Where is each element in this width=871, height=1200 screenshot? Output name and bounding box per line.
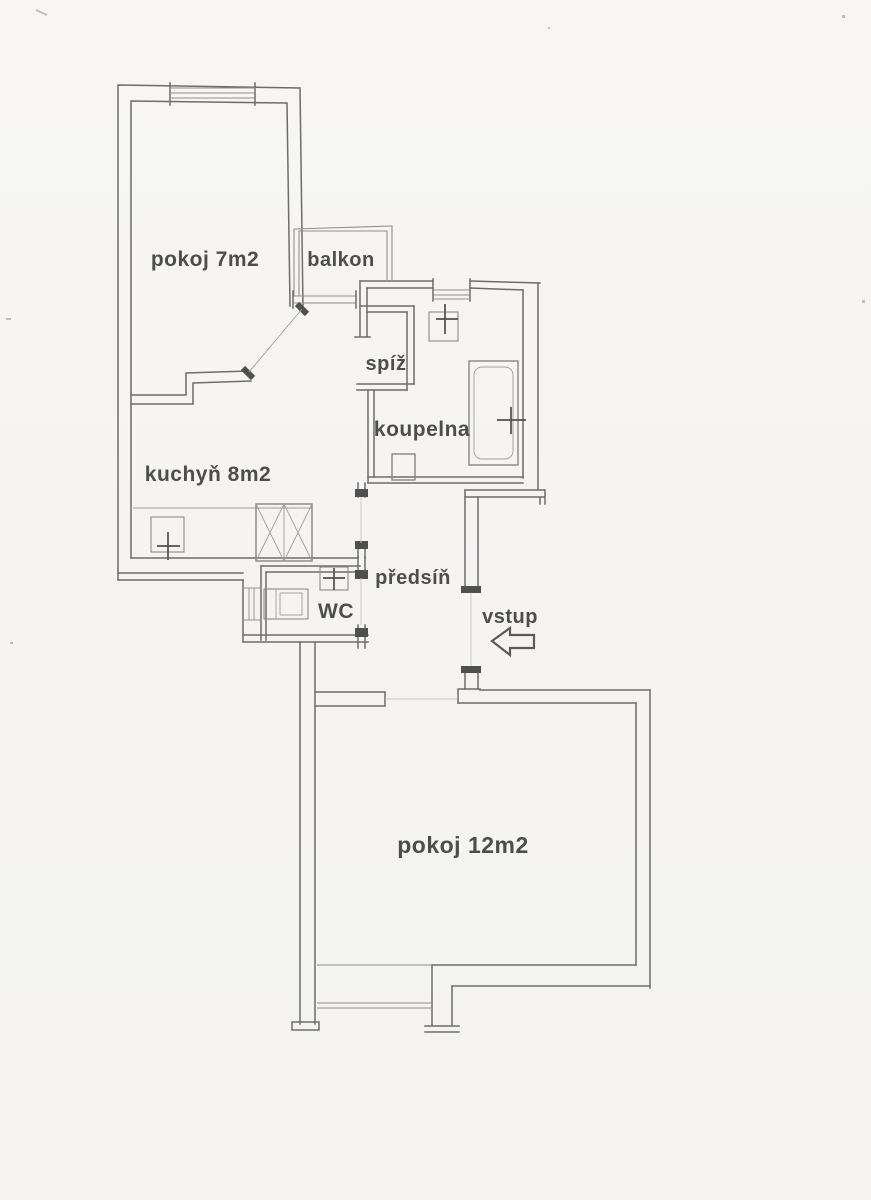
walls-main	[118, 85, 650, 1032]
door-openings	[243, 304, 481, 699]
room-label-pokoj-7m2: pokoj 7m2	[150, 248, 260, 271]
entrance-label: vstup	[482, 606, 538, 628]
jamb-kuchyn-door	[355, 541, 368, 549]
tap-cross-icon	[497, 407, 526, 434]
wall-koupelna-bottom	[368, 477, 523, 483]
wall-inner-pokoj7	[131, 101, 290, 558]
wall-pokoj12-topcap	[458, 689, 480, 703]
wall-block-top-left	[360, 281, 433, 288]
wall-spiz-top	[360, 306, 414, 312]
entrance-arrow-icon	[492, 628, 534, 655]
wall-pokoj12-bottom	[432, 965, 650, 986]
jamb-entrance-door	[461, 666, 481, 673]
diagonal-door	[243, 304, 307, 378]
room-label-balkon: balkon	[307, 249, 375, 271]
room-label-predsin: předsíň	[375, 567, 451, 589]
wall-spiz-left	[355, 281, 370, 337]
jamb-wc-door	[355, 570, 368, 579]
wall-divider-step-bottom	[131, 381, 251, 404]
room-label-kuchyn: kuchyň 8m2	[144, 463, 272, 486]
wall-kuchyn-bottom-outer	[118, 573, 243, 580]
room-label-wc: WC	[318, 600, 354, 623]
room-label-koupelna: koupelna	[373, 418, 471, 441]
wall-pokoj12-door-bay	[425, 965, 459, 1032]
wall-block-top-right	[470, 281, 540, 290]
jamb-entrance-door	[461, 586, 481, 593]
bathroom-sink	[429, 312, 458, 341]
wall-divider-step-top	[131, 371, 249, 395]
wall-pokoj12-left	[300, 642, 315, 1024]
wall-pokoj12-topleft	[315, 692, 385, 706]
toilet	[264, 589, 308, 619]
wall-pokoj12-right	[636, 690, 650, 988]
door-opening-lines	[361, 497, 471, 699]
wall-spiz-bottom	[357, 384, 414, 390]
wall-outer-right-entry	[465, 490, 545, 504]
wall-pokoj12-top	[458, 690, 650, 703]
wall-outer-left-block	[118, 85, 303, 580]
room-labels	[145, 248, 538, 858]
window-pokoj12	[317, 965, 432, 1008]
bathtub	[469, 361, 526, 465]
stove	[256, 504, 312, 561]
jamb-wc-door	[355, 628, 368, 637]
window-koupelna	[433, 279, 470, 301]
paper-speck	[6, 10, 865, 644]
tap-cross-icon	[157, 532, 180, 560]
room-label-spiz: spíž	[365, 353, 407, 375]
jamb-kuchyn-door	[355, 489, 368, 497]
wall-spiz-right	[407, 306, 414, 390]
windows	[170, 83, 470, 1008]
koupelna-door-leaf	[392, 454, 415, 480]
window-wc	[244, 588, 261, 620]
room-label-pokoj-12m2: pokoj 12m2	[397, 832, 529, 858]
wall-koupelna-right	[523, 283, 538, 490]
tap-cross-icon	[436, 304, 458, 334]
